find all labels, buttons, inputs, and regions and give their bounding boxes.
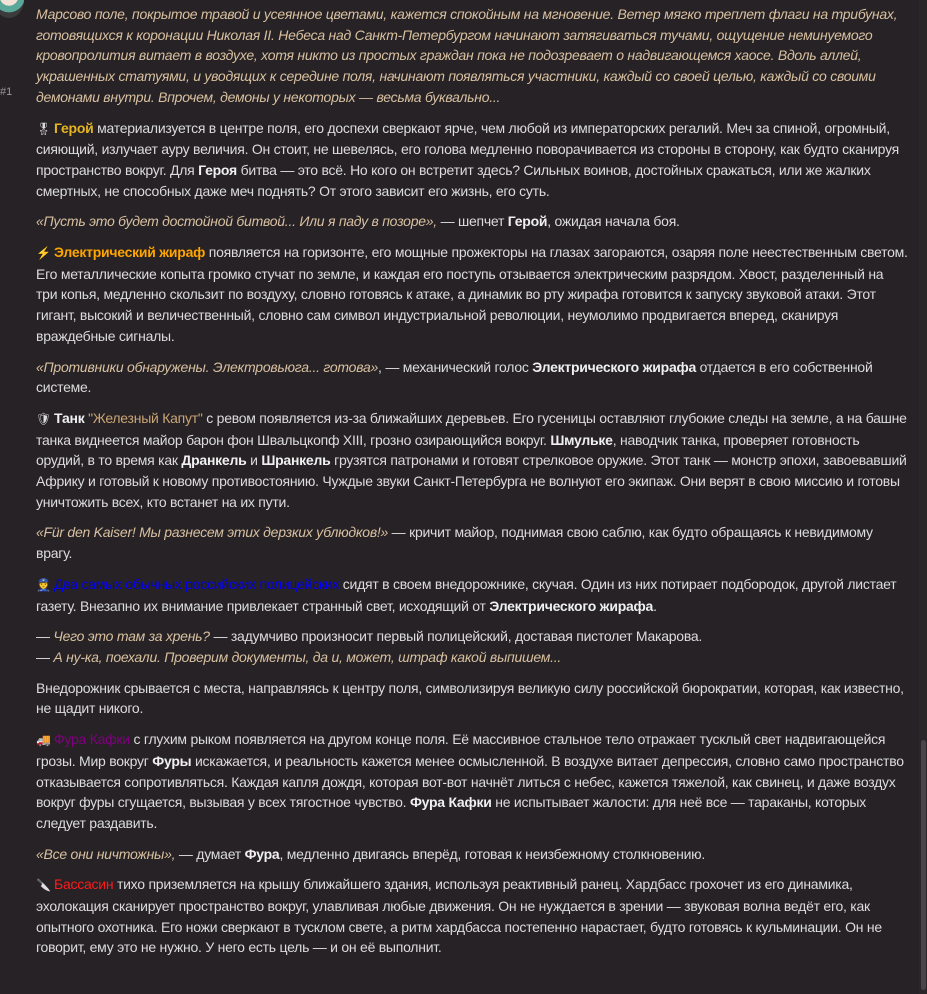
bold-text: Шранкель bbox=[261, 452, 331, 469]
italic-quote: А ну-ка, поехали. Проверим документы, да и, может, штраф какой выпишем... bbox=[53, 648, 562, 665]
message-paragraph bbox=[36, 574, 908, 616]
message-paragraph bbox=[36, 242, 908, 347]
text: Внедорожник срывается с места, направляясь к центру поля, символизируя великую силу российской бюрократии, которая, как известно, не щадит никого. bbox=[36, 679, 904, 717]
truck-icon: 🚚 bbox=[36, 733, 51, 748]
text: материализуется в центре поля, его доспехи сверкают ярче, чем любой из императорских регалий. Меч за спиной, огромный, сияющий, излучает ауру величия. Он стоит, не шевелясь, его голова медленно поворачивается из стороны в сторону, как будто сканируя пространство вокруг. Для bbox=[36, 119, 899, 178]
italic-quote: «Für den Kaiser! Мы разнесем этих дерзких ублюдков!» bbox=[36, 524, 389, 541]
bold-text: Фуры bbox=[152, 752, 192, 769]
text: , наводчик танка, проверяет готовность орудий, в то время как bbox=[36, 431, 860, 469]
text: — bbox=[36, 628, 54, 645]
shield-icon: 🛡 bbox=[36, 411, 51, 426]
text: — задумчиво произносит первый полицейский, доставая пистолет Макарова. bbox=[209, 628, 703, 645]
bold-text: Дранкель bbox=[181, 452, 247, 469]
bold-text: Электрического жирафа bbox=[532, 358, 697, 375]
scrollbar-thumb[interactable] bbox=[921, 740, 926, 990]
text: появляется на горизонте, его мощные прожекторы на глазах загораются, озаряя поле неестественным светом. Его металлические копыта громко стучат по земле, и каждая его поступь отзывается электрическим разрядом. Хвост, разделенный на три копья, медленно скользит по воздуху, словно готовясь к атаке, а динамик во рту жирафа готовится к запуску звуковой атаки. Этот гигант, высокий и величественный, словно сам символ индустриальной революции, неумолимо продвигается вперед, сканируя враждебные сигналы. bbox=[36, 244, 908, 344]
character-name: "Железный Капут" bbox=[88, 409, 203, 426]
italic-quote: Марсово поле, покрытое травой и усеянное цветами, кажется спокойным на мгновение. Ветер мягко треплет флаги на трибунах, готовящихся к коронации Николая II. Небеса над Санкт-Петербургом начинают затягиваться тучами, ощущение неминуемого кровопролития витает в воздухе, хотя никто из простых граждан пока не подозревает о надвигающемся хаосе. Вдоль аллей, украшенных статуями, и уводящих к середине поля, начинают появляться участники, каждый со своей целью, каждый со своими демонами внутри. Впрочем, демоны у некоторых — весьма буквально... bbox=[36, 6, 898, 105]
bold-text: Героя bbox=[198, 161, 237, 178]
message-paragraph bbox=[36, 211, 908, 232]
message-paragraph bbox=[36, 118, 908, 202]
bold-text: Танк bbox=[54, 409, 89, 426]
message-paragraph bbox=[36, 357, 908, 398]
italic-quote: «Все они ничтожны», bbox=[36, 845, 176, 862]
text: — шепчет bbox=[436, 213, 508, 230]
text: — bbox=[36, 648, 54, 665]
message-paragraph bbox=[36, 408, 908, 513]
character-name: Бассасин bbox=[54, 876, 114, 893]
italic-quote: «Пусть это будет достойной битвой... Или я паду в позоре», bbox=[36, 213, 437, 230]
text: сидят в своем внедорожнике, скучая. Один из них потирает подбородок, другой листает газету. Внезапно их внимание привлекает странный свет, исходящий от bbox=[36, 575, 897, 614]
lightning-icon: ⚡ bbox=[36, 246, 51, 261]
message-number: #1 bbox=[0, 86, 13, 98]
text: с ревом появляется из-за ближайших деревьев. Его гусеницы оставляют глубокие следы на земле, а на башне танка виднеется майор барон фон Швальцкопф XIII, грозно озирающийся вокруг. bbox=[36, 409, 907, 448]
message-paragraph bbox=[36, 729, 908, 834]
text: , медленно двигаясь вперёд, готовая к неизбежному столкновению. bbox=[279, 845, 706, 862]
bold-text: Фура bbox=[244, 845, 280, 862]
bold-text: Электрического жирафа bbox=[489, 597, 654, 614]
message-paragraph bbox=[36, 522, 908, 563]
character-name: Фура Кафки bbox=[54, 731, 130, 748]
bold-text: Фура Кафки bbox=[409, 794, 492, 811]
text: битва — это всё. Но кого он встретит здесь? Сильных воинов, достойных сражаться, или же жалких смертных, не способных даже меч поднять? От этого зависит его жизнь, его суть. bbox=[36, 161, 871, 199]
message-paragraph bbox=[36, 844, 908, 865]
text: и bbox=[246, 452, 262, 469]
message-paragraph bbox=[36, 874, 908, 958]
message-paragraph bbox=[36, 4, 908, 108]
police-officer-icon: 👮 bbox=[36, 577, 51, 592]
avatar[interactable] bbox=[0, 0, 24, 18]
italic-quote: Чего это там за хрень? bbox=[53, 628, 210, 645]
bold-text: Шмульке bbox=[550, 431, 613, 448]
text: грузятся патронами и готовят стрелковое оружие. Этот танк — монстр эпохи, завоевавший Африку и готовый к новому противостоянию. Чуждые звуки Санкт-Петербурга не волнуют его экипаж. Они верят в свою миссию и готовы уничтожить всех, кто встанет на их пути. bbox=[36, 452, 907, 510]
character-name: Два самых обычных российских полицейских bbox=[54, 575, 340, 592]
message-content bbox=[36, 4, 908, 968]
text: искажается, и реальность кажется менее осмысленной. В воздухе витает депрессия, словно само пространство отказывается сопротивляться. Каждая капля дождя, которая вот-вот начнёт литься с небес, кажется тяжелой, как свинец, и даже воздух вокруг фуры сгущается, вызывая у всех тягостное чувство. bbox=[36, 752, 904, 811]
bold-text: Герой bbox=[507, 213, 548, 230]
character-name: Электрический жираф bbox=[54, 244, 206, 261]
scrollbar[interactable] bbox=[919, 0, 927, 994]
knife-icon: 🔪 bbox=[36, 878, 51, 893]
text: с глухим рыком появляется на другом конце поля. Её массивное стальное тело отражает тусклый свет надвигающейся грозы. Мир вокруг bbox=[36, 731, 886, 769]
text: — кричит майор, поднимая свою саблю, как будто обращаясь к невидимому врагу. bbox=[36, 524, 873, 562]
message-paragraph bbox=[36, 678, 908, 719]
text: тихо приземляется на крышу ближайшего здания, используя реактивный ранец. Хардбасс грохочет из его динамика, эхолокация сканирует пространство вокруг, улавливая любые движения. Он не нуждается в зрении — звуковая волна ведёт его, как опытного охотника. Его ножи сверкают в тусклом свете, а ритм хардбасса постепенно нарастает, будто готовясь к кульминации. Он не говорит, ему это не нужно. У него есть цель — и он её выполнит. bbox=[36, 876, 882, 956]
text: . bbox=[653, 597, 657, 614]
message-paragraph bbox=[36, 626, 908, 667]
text: , — механический голос bbox=[378, 358, 533, 375]
text: отдается в его собственной системе. bbox=[36, 358, 873, 396]
italic-quote: «Противники обнаружены. Электровьюга... готова» bbox=[36, 358, 379, 375]
text: — думает bbox=[175, 845, 245, 862]
text: , ожидая начала боя. bbox=[547, 213, 680, 230]
text: не испытывает жалости: для неё все — тараканы, которых следует раздавить. bbox=[36, 794, 866, 831]
medal-icon: 🎖 bbox=[36, 121, 51, 136]
character-name: Герой bbox=[54, 119, 94, 136]
